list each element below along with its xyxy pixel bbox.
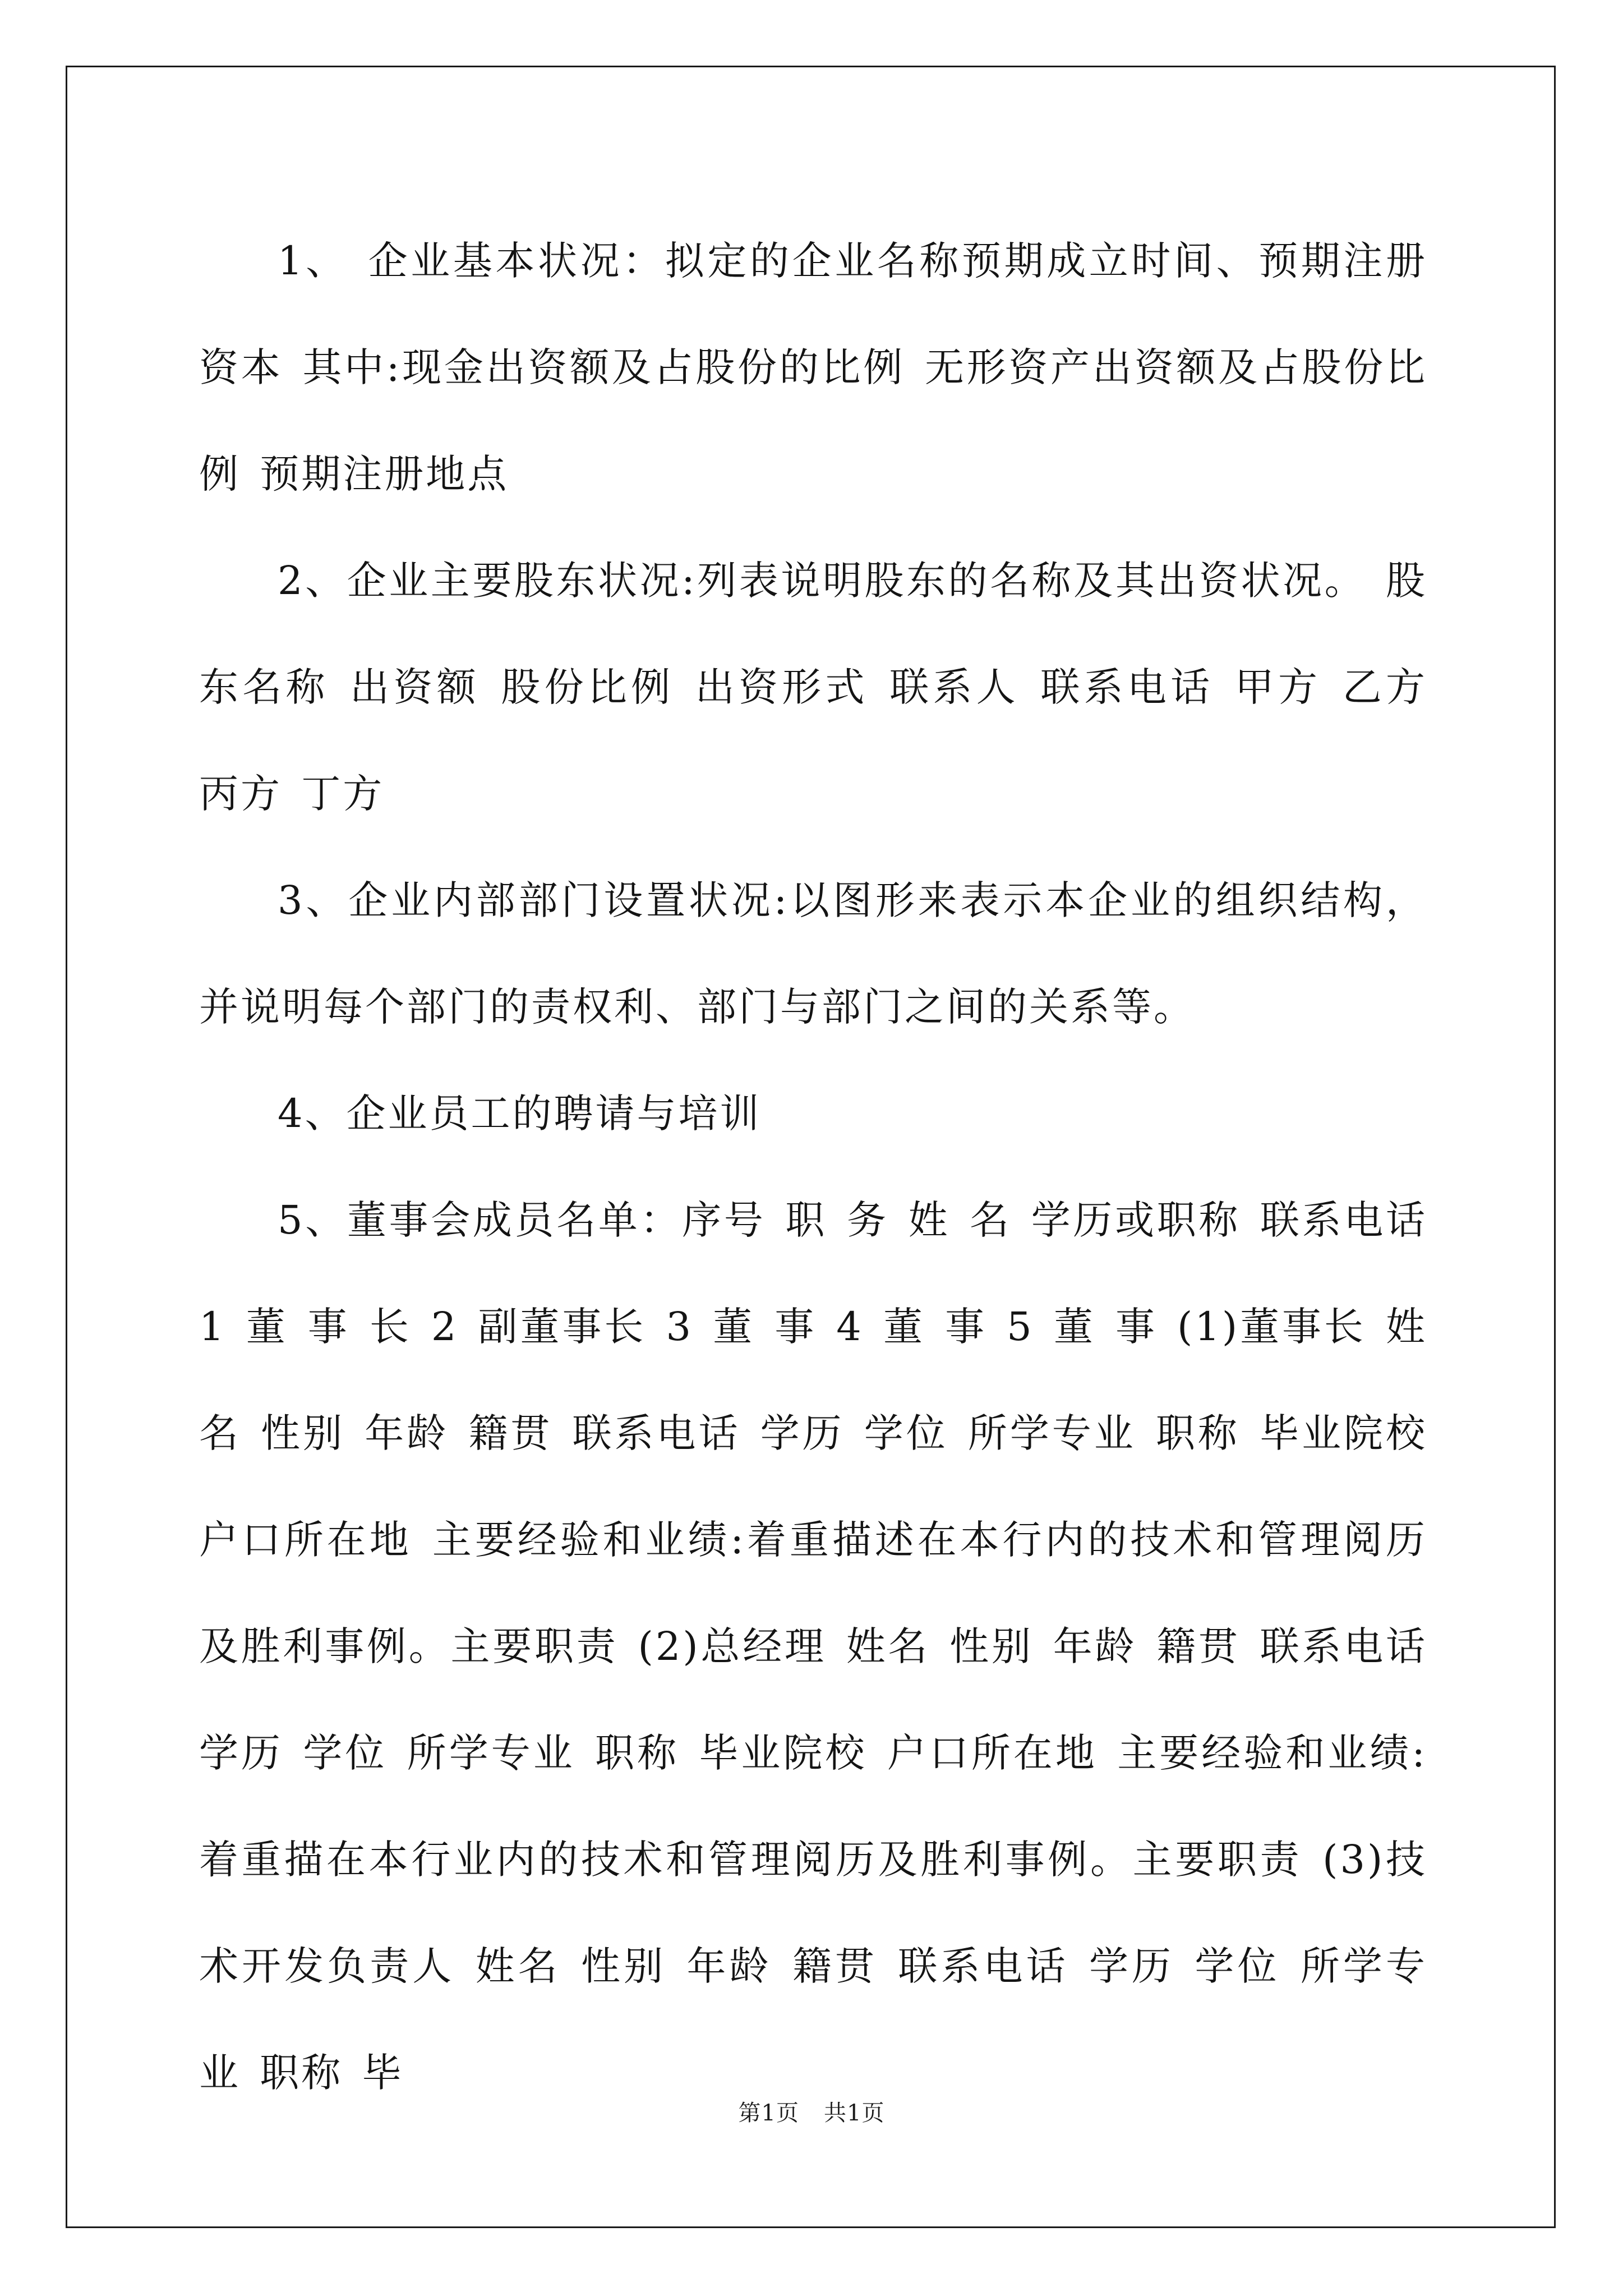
document-body — [199, 208, 1427, 2126]
paragraph-board-members: 5、董事会成员名单：序号 职 务 姓 名 学历或职称 联系电话 1 董 事 长 2 副董事长 3 董 事 4 董 事 5 董 事 (1)董事长 姓名 性别 年龄 籍贯 联系电话 学历 学位 所学专业 职称 毕业院校 户口所在地 主要经验和业绩:着重描述在本行内的技术和管理阅历及胜利事例。主要职责 (2)总经理 姓名 性别 年龄 籍贯 联系电话 学历 学位 所学专业 职称 毕业院校 户口所在地 主要经验和业绩:着重描在本行业内的技术和管理阅历及胜利事例。主要职责 (3)技术开发负责人 姓名 性别 年龄 籍贯 联系电话 学历 学位 所学专业 职称 毕 — [199, 1197, 1427, 2096]
page-number: 第1页 — [738, 2100, 799, 2126]
page-footer — [0, 2095, 1623, 2127]
paragraph-shareholders: 2、企业主要股东状况:列表说明股东的名称及其出资状况。 股东名称 出资额 股份比例 出资形式 联系人 联系电话 甲方 乙方 丙方 丁方 — [199, 558, 1427, 817]
page-total: 共1页 — [824, 2100, 885, 2126]
paragraph-staff-training: 4、企业员工的聘请与培训 — [278, 1091, 762, 1137]
paragraph-company-basic-info: 1、 企业基本状况：拟定的企业名称预期成立时间、预期注册资本 其中:现金出资额及占股份的比例 无形资产出资额及占股份比例 预期注册地点 — [199, 238, 1427, 497]
paragraph-departments: 3、企业内部部门设置状况:以图形来表示本企业的组织结构，并说明每个部门的责权利、部门与部门之间的关系等。 — [199, 877, 1427, 1030]
